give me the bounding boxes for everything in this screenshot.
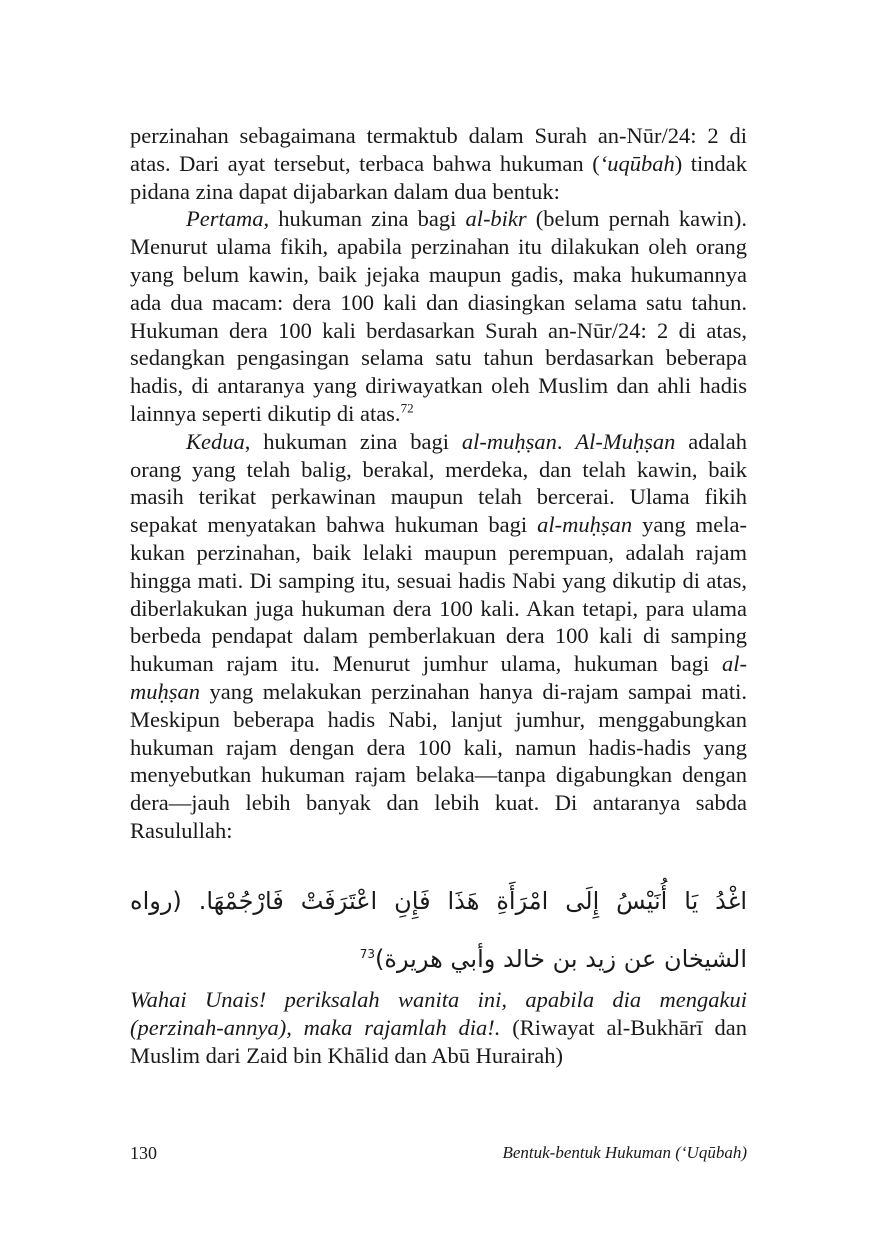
translation-source: (Riwayat al-Bukhārī dan Muslim dari Zaid bin Khālid dan Abū Hurairah) xyxy=(130,1015,747,1068)
text-run: , hukuman zina bagi xyxy=(244,428,462,454)
running-title: Bentuk-bentuk Hukuman (‘Uqūbah) xyxy=(502,1143,747,1162)
body-text xyxy=(130,122,747,845)
hadith-arabic-text: اغْدُ يَا أُنَيْسُ إِلَى امْرَأَةِ هَذَا فَإِنِ اعْتَرَفَتْ فَارْجُمْهَا. (رواه الشيخان عن زيد بن خالد وأبي هريرة) xyxy=(130,887,747,973)
italic-term: al-muḥṣan xyxy=(537,512,633,538)
text-run: (belum pernah kawin). Menurut ulama fikih, apabila perzinahan itu dilakukan oleh orang yang belum kawin, baik jejaka maupun gadis, maka hukumannya ada dua macam: dera 100 kali dan diasingkan selama satu tahun. Hukuman dera 100 kali berdasarkan Surah an-Nūr/24: 2 di atas, sedangkan pengasingan selama satu tahun berdasarkan beberapa hadis, di antaranya yang diriwayatkan oleh Muslim dan ahli hadis lainnya seperti dikutip di atas. xyxy=(130,206,748,426)
page-footer xyxy=(130,1143,747,1171)
italic-term: Kedua xyxy=(186,428,245,454)
text-run: ) tindak pidana zina dapat dijabarkan dalam dua bentuk: xyxy=(130,150,747,204)
italic-term: ‘uqūbah xyxy=(599,150,675,176)
paragraph xyxy=(130,428,747,845)
text-run: , hukuman zina bagi xyxy=(263,206,466,232)
hadith-arabic xyxy=(130,872,747,988)
italic-term: al-muḥṣan xyxy=(461,428,557,454)
page-number: 130 xyxy=(130,1143,157,1163)
paragraph xyxy=(130,122,747,205)
italic-term: Al-Muḥṣan xyxy=(575,428,676,454)
text-run: . xyxy=(556,428,576,454)
translation-italic: Wahai Unais! periksalah wanita ini, apabila dia mengakui (perzinah-annya), maka rajamlah dia!. xyxy=(130,987,747,1040)
hadith-translation xyxy=(130,986,747,1070)
text-run: perzinahan sebagaimana termaktub dalam Surah an-Nūr/24: 2 di atas. Dari ayat tersebut, terbaca bahwa hukuman ( xyxy=(130,123,747,176)
italic-term: al-muḥṣan xyxy=(130,651,747,704)
footnote-marker: 73 xyxy=(359,947,375,961)
text-run: yang mela-kukan perzinahan, baik lelaki maupun perempuan, adalah rajam hingga mati. Di samping itu, sesuai hadis Nabi yang dikutip di atas, diberlakukan juga hukuman dera 100 kali. Akan tetapi, para ulama berbeda pendapat dalam pemberlakuan dera 100 kali di samping hukuman rajam itu. Menurut jumhur ulama, hukuman bagi xyxy=(130,512,747,677)
text-run: yang melakukan perzinahan hanya di-rajam sampai mati. Meskipun beberapa hadis Nabi, lanjut jumhur, menggabungkan hukuman rajam dengan dera 100 kali, namun hadis-hadis yang menyebutkan hukuman rajam belaka—tanpa digabungkan dengan dera—jauh lebih banyak dan lebih kuat. Di antaranya sabda Rasulullah: xyxy=(130,678,747,843)
footnote-marker: 72 xyxy=(400,400,414,416)
italic-term: al-bikr xyxy=(465,206,527,232)
text-run: adalah orang yang telah balig, berakal, merdeka, dan telah kawin, baik masih terikat perkawinan maupun telah bercerai. Ulama fikih sepakat menyatakan bahwa hukuman bagi xyxy=(130,428,748,538)
italic-term: Pertama xyxy=(186,206,264,232)
paragraph xyxy=(130,205,747,427)
